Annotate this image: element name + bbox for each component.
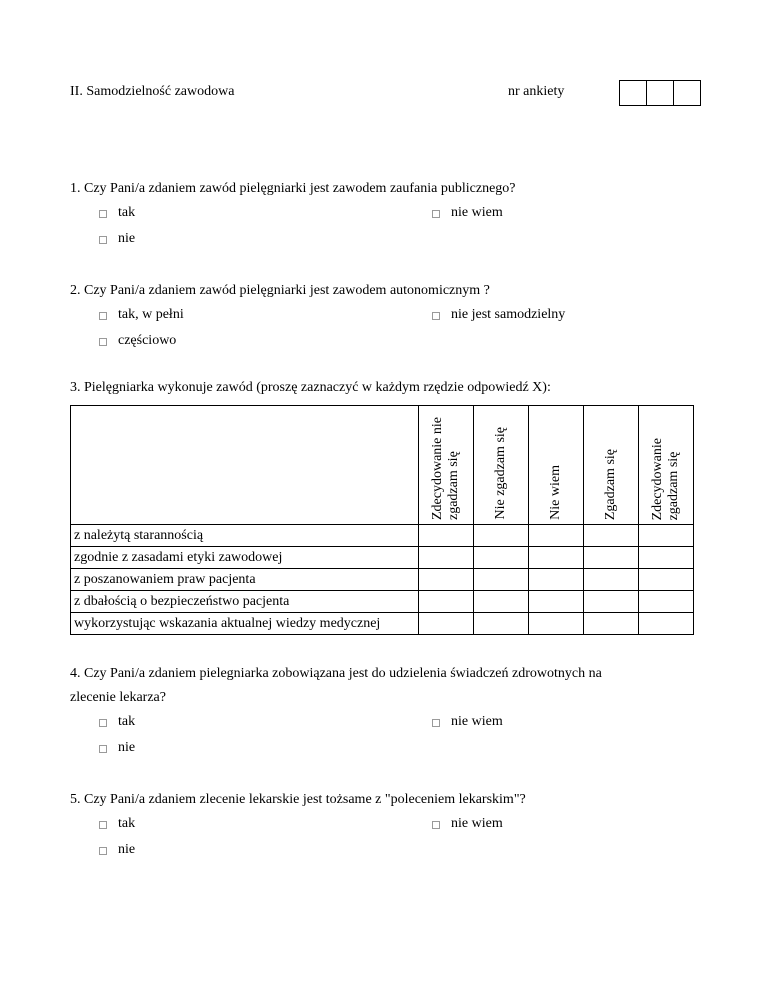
q3-header-row (71, 406, 694, 525)
q1-checkbox-nie-wiem[interactable] (432, 210, 440, 218)
q2-option-czesciowo: częściowo (118, 333, 177, 348)
q3-answer-cell[interactable] (529, 591, 584, 613)
q2-option-nie-jest-samodzielny: nie jest samodzielny (451, 307, 566, 322)
q3-header-blank (71, 406, 419, 525)
q1-option-nie: nie (118, 231, 136, 246)
q3-answer-cell[interactable] (584, 613, 639, 635)
q1-option-nie-wiem: nie wiem (451, 205, 503, 220)
q3-col-header-line1: Zgadzam się (603, 448, 618, 520)
q4-checkbox-nie[interactable] (99, 745, 107, 753)
q4-checkbox-tak[interactable] (99, 719, 107, 727)
q2-checkbox-nie-jest-samodzielny[interactable] (432, 312, 440, 320)
survey-number-box-1[interactable] (619, 80, 647, 106)
q3-answer-cell[interactable] (474, 547, 529, 569)
q3-answer-cell[interactable] (529, 569, 584, 591)
q3-col-header-line1: Nie wiem (548, 465, 563, 520)
q3-answer-cell[interactable] (639, 613, 694, 635)
question-4-text-line2: zlecenie lekarza? (70, 690, 166, 705)
q3-answer-cell[interactable] (529, 525, 584, 547)
q2-checkbox-czesciowo[interactable] (99, 338, 107, 346)
q5-checkbox-tak[interactable] (99, 821, 107, 829)
q3-col-header-line1: Zdecydowanie (650, 437, 665, 520)
survey-number-box-3[interactable] (673, 80, 701, 106)
q3-col-header-line1: Zdecydowanie nie (430, 416, 445, 520)
q4-option-nie-wiem: nie wiem (451, 714, 503, 729)
q3-col-header-line1: Nie zgadzam się (493, 427, 508, 520)
q3-answer-cell[interactable] (639, 547, 694, 569)
table-row (71, 591, 694, 613)
q3-answer-cell[interactable] (419, 547, 474, 569)
q5-checkbox-nie[interactable] (99, 847, 107, 855)
q3-answer-cell[interactable] (584, 569, 639, 591)
q4-checkbox-nie-wiem[interactable] (432, 719, 440, 727)
q3-row-label: z dbałością o bezpieczeństwo pacjenta (71, 591, 419, 613)
question-3-text: 3. Pielęgniarka wykonuje zawód (proszę zaznaczyć w każdym rzędzie odpowiedź X): (70, 380, 551, 395)
question-2-text: 2. Czy Pani/a zdaniem zawód pielęgniarki jest zawodem autonomicznym ? (70, 283, 490, 298)
q5-option-nie: nie (118, 842, 136, 857)
q3-answer-cell[interactable] (419, 591, 474, 613)
q3-row-label: z poszanowaniem praw pacjenta (71, 569, 419, 591)
q3-row-label: zgodnie z zasadami etyki zawodowej (71, 547, 419, 569)
question-5-text: 5. Czy Pani/a zdaniem zlecenie lekarskie jest tożsame z "poleceniem lekarskim"? (70, 792, 526, 807)
q1-option-tak: tak (118, 205, 136, 220)
q3-answer-cell[interactable] (419, 613, 474, 635)
q3-answer-cell[interactable] (474, 613, 529, 635)
q1-checkbox-nie[interactable] (99, 236, 107, 244)
q3-col-header-disagree (474, 406, 529, 525)
q5-option-tak: tak (118, 816, 136, 831)
q3-rating-table (70, 405, 694, 635)
q1-checkbox-tak[interactable] (99, 210, 107, 218)
q3-answer-cell[interactable] (639, 591, 694, 613)
q3-answer-cell[interactable] (419, 525, 474, 547)
q4-option-tak: tak (118, 714, 136, 729)
survey-number-label: nr ankiety (508, 84, 565, 99)
q3-answer-cell[interactable] (474, 591, 529, 613)
section-title: II. Samodzielność zawodowa (70, 84, 235, 99)
q3-answer-cell[interactable] (474, 525, 529, 547)
q3-answer-cell[interactable] (639, 525, 694, 547)
q2-checkbox-tak-w-pelni[interactable] (99, 312, 107, 320)
q3-answer-cell[interactable] (584, 591, 639, 613)
q3-answer-cell[interactable] (584, 547, 639, 569)
q5-checkbox-nie-wiem[interactable] (432, 821, 440, 829)
table-row (71, 613, 694, 635)
question-1-text: 1. Czy Pani/a zdaniem zawód pielęgniarki jest zawodem zaufania publicznego? (70, 181, 516, 196)
q3-row-label: wykorzystując wskazania aktualnej wiedzy medycznej (71, 613, 419, 635)
q3-answer-cell[interactable] (584, 525, 639, 547)
table-row (71, 525, 694, 547)
q3-col-header-strongly-disagree (419, 406, 474, 525)
q5-option-nie-wiem: nie wiem (451, 816, 503, 831)
table-row (71, 569, 694, 591)
q3-answer-cell[interactable] (639, 569, 694, 591)
q3-col-header-dont-know (529, 406, 584, 525)
q3-col-header-line2: zgadzam się (666, 451, 681, 520)
question-4-text-line1: 4. Czy Pani/a zdaniem pielegniarka zobowiązana jest do udzielenia świadczeń zdrowotnych na (70, 666, 602, 681)
q3-col-header-strongly-agree (639, 406, 694, 525)
q4-option-nie: nie (118, 740, 136, 755)
q3-col-header-agree (584, 406, 639, 525)
q3-answer-cell[interactable] (529, 613, 584, 635)
q3-row-label: z należytą starannością (71, 525, 419, 547)
q3-answer-cell[interactable] (419, 569, 474, 591)
table-row (71, 547, 694, 569)
survey-number-box-2[interactable] (646, 80, 674, 106)
q2-option-tak-w-pelni: tak, w pełni (118, 307, 184, 322)
q3-col-header-line2: zgadzam się (446, 451, 461, 520)
q3-answer-cell[interactable] (529, 547, 584, 569)
q3-answer-cell[interactable] (474, 569, 529, 591)
